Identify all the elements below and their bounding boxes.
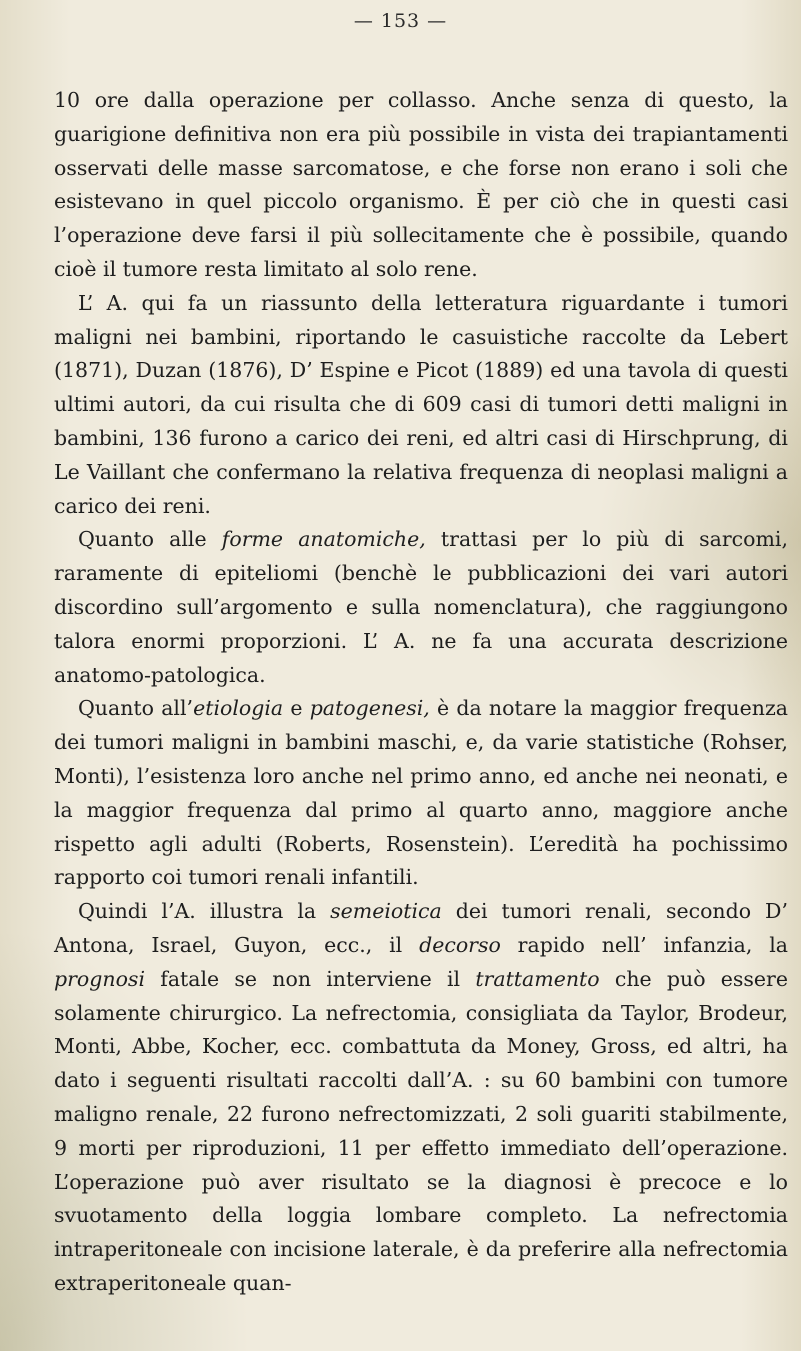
italic-term: decorso bbox=[419, 932, 501, 957]
paragraph-4 bbox=[54, 692, 788, 895]
text-run: rapido nell’ infanzia, la bbox=[500, 932, 788, 957]
text-run: Quindi l’A. illustra la bbox=[78, 899, 331, 924]
paragraph-1 bbox=[54, 84, 788, 287]
text-run: dei tumori renali, secondo D’ Antona, Israel, Guyon, ecc., il bbox=[54, 899, 788, 957]
text-run: e bbox=[283, 696, 310, 721]
italic-term: semeiotica bbox=[330, 899, 442, 924]
body-text bbox=[54, 84, 788, 1301]
text-run: che può essere solamente chirurgico. La nefrectomia, consigliata da Taylor, Brodeur, Monti, Abbe, Kocher, ecc. combattuta da Money, Gross, ed altri, ha dato i seguenti risultati raccolti dall’A. : su 60 bambini con tumore maligno renale, 22 furono nefrectomizzati, 2 soli guariti stabilmente, 9 morti per riproduzioni, 11 per effetto immediato dell’operazione. L’operazione può aver risultato se la diagnosi è precoce e lo svuotamento della loggia lombare completo. La nefrectomia intraperitoneale con incisione laterale, è da preferire alla nefrectomia extraperitoneale quan- bbox=[54, 966, 788, 1295]
paragraph-3 bbox=[54, 523, 788, 692]
italic-term: etiologia bbox=[193, 696, 284, 721]
italic-term: prognosi bbox=[54, 966, 146, 991]
text-run: trattasi per lo più di sarcomi, raramente di epiteliomi (benchè le pubblicazioni dei vari autori discordino sull’argomento e sulla nomenclatura), che raggiungono talora enormi proporzioni. L’ A. ne fa una accurata descrizione anatomo-patologica. bbox=[54, 527, 789, 687]
text-run: L’ A. qui fa un riassunto della letteratura riguardante i tumori maligni nei bambini, riportando le casuistiche raccolte da Lebert (1871), Duzan (1876), D’ Espine e Picot (1889) ed una tavola di questi ultimi autori, da cui risulta che di 609 casi di tumori detti maligni in bambini, 136 furono a carico dei reni, ed altri casi di Hirschprung, di Le Vaillant che confermano la relativa frequenza di neoplasi maligni a carico dei reni. bbox=[54, 290, 788, 518]
paragraph-5 bbox=[54, 895, 788, 1301]
text-run: fatale se non interviene il bbox=[145, 966, 476, 991]
text-run: Quanto all’ bbox=[78, 696, 194, 721]
text-run: è da notare la maggior frequenza dei tumori maligni in bambini maschi, e, da varie statistiche (Rohser, Monti), l’esistenza loro anche nel primo anno, ed anche nei neonati, e la maggior frequenza dal primo al quarto anno, maggiore anche rispetto agli adulti (Roberts, Rosenstein). L’eredità ha pochissimo rapporto coi tumori renali infantili. bbox=[54, 696, 788, 890]
italic-term: forme anatomiche, bbox=[221, 527, 426, 552]
text-run: 10 ore dalla operazione per collasso. Anche senza di questo, la guarigione definitiva non era più possibile in vista dei trapiantamenti osservati delle masse sarcomatose, e che forse non erano i soli che esistevano in quel piccolo organismo. È per ciò che in questi casi l’operazione deve farsi il più sollecitamente che è possibile, quando cioè il tumore resta limitato al solo rene. bbox=[54, 88, 788, 281]
italic-term: patogenesi, bbox=[309, 696, 430, 721]
italic-term: trattamento bbox=[475, 966, 600, 991]
paragraph-2 bbox=[54, 287, 788, 524]
page-number: — 153 — bbox=[353, 10, 448, 32]
text-run: Quanto alle bbox=[78, 527, 222, 552]
